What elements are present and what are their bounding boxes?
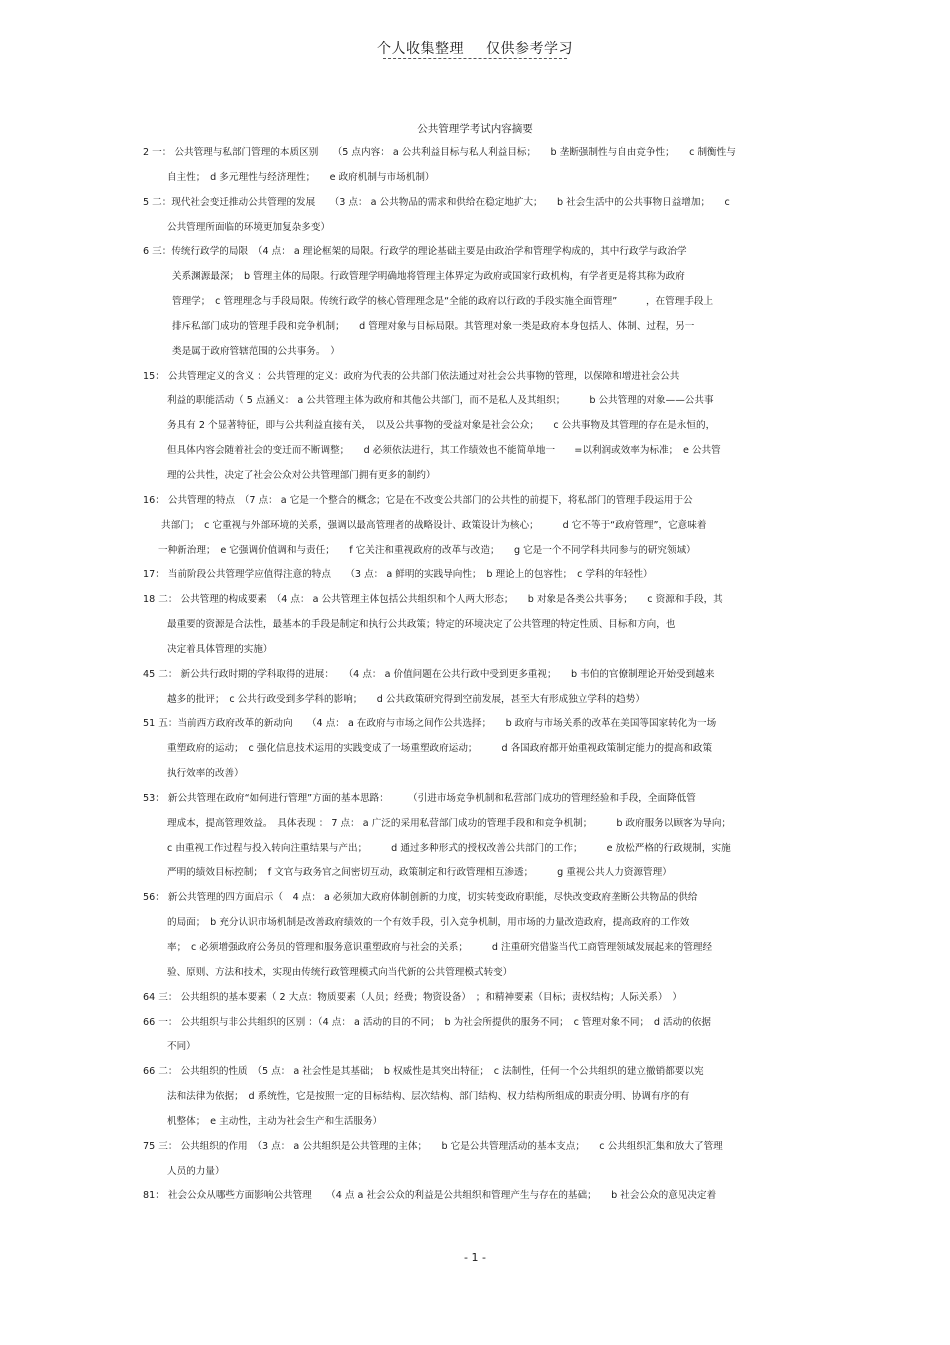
text-line: 理的公共性，决定了社会公众对公共管理部门拥有更多的制约） bbox=[167, 469, 436, 481]
text-line: 51 五：当前西方政府改革的新动向 （4 点： a 在政府与市场之间作公共选择； b 政府与市场关系的改革在美国等国家转化为一场 bbox=[143, 718, 717, 730]
text-line: 公共管理所面临的环境更加复杂多变） bbox=[167, 221, 331, 233]
text-line: 15： 公共管理定义的含义 ：公共管理的定义：政府为代表的公共部门依法通过对社会公共事物的管理，以保障和增进社会公共 bbox=[143, 370, 680, 382]
text-line: 75 三： 公共组织的作用 （3 点： a 公共组织是公共管理的主体； b 它是公共管理活动的基本支点； c 公共组织汇集和放大了管理 bbox=[143, 1140, 723, 1152]
text-line: c 由重视工作过程与投入转向注重结果与产出； d 通过多种形式的授权改善公共部门的工作； e 放松严格的行政规制，实施 bbox=[167, 842, 731, 854]
text-line: 共部门； c 它重视与外部环境的关系，强调以最高管理者的战略设计、政策设计为核心； d 它不等于“政府管理”，它意味着 bbox=[161, 519, 707, 531]
text-line: 18 二： 公共管理的构成要素 （4 点： a 公共管理主体包括公共组织和个人两大形态； b 对象是各类公共事务； c 资源和手段，其 bbox=[143, 594, 723, 606]
document-title: 公共管理学考试内容摘要 bbox=[417, 123, 533, 135]
text-line: 关系渊源最深； b 管理主体的局限。行政管理学明确地将管理主体界定为政府或国家行政机构，有学者更是将其称为政府 bbox=[172, 271, 685, 283]
text-line: 严明的绩效目标控制； f 文官与政务官之间密切互动，政策制定和行政管理相互渗透； g 重视公共人力资源管理） bbox=[167, 867, 672, 879]
text-line: 56： 新公共管理的四方面启示（ 4 点： a 必须加大政府体制创新的力度，切实转变政府职能，尽快改变政府垄断公共物品的供给 bbox=[143, 892, 698, 904]
text-line: 类是属于政府管辖范围的公共事务。 ） bbox=[172, 345, 340, 357]
text-line: 越多的批评； c 公共行政受到多学科的影响； d 公共政策研究得到空前发展，甚至大有形成独立学科的趋势） bbox=[167, 693, 645, 705]
document-body bbox=[143, 145, 813, 1213]
text-line: 人员的力量） bbox=[167, 1165, 225, 1177]
text-line: 5 二：现代社会变迁推动公共管理的发展 （3 点： a 公共物品的需求和供给在稳定地扩大； b 社会生活中的公共事物日益增加； c bbox=[143, 196, 730, 208]
text-line: 的局面； b 充分认识市场机制是改善政府绩效的一个有效手段，引入竞争机制，用市场的力量改造政府，提高政府的工作效 bbox=[167, 917, 690, 929]
text-line: 验、原则、方法和技术，实现由传统行政管理模式向当代新的公共管理模式转变） bbox=[167, 966, 513, 978]
header-dashed-rule bbox=[383, 58, 567, 59]
text-line: 17： 当前阶段公共管理学应值得注意的特点 （3 点： a 鲜明的实践导向性； b 理论上的包容性； c 学科的年轻性） bbox=[143, 569, 653, 581]
text-line: 不同） bbox=[167, 1041, 196, 1053]
header-right-text: 仅供参考学习 bbox=[486, 41, 573, 57]
text-line: 决定着具体管理的实施） bbox=[167, 643, 273, 655]
text-line: 最重要的资源是合法性，最基本的手段是制定和执行公共政策；特定的环境决定了公共管理的特定性质、目标和方向，也 bbox=[167, 619, 676, 631]
text-line: 法和法律为依据； d 系统性，它是按照一定的目标结构、层次结构、部门结构、权力结构所组成的职责分明、协调有序的有 bbox=[167, 1091, 690, 1103]
text-line: 66 二： 公共组织的性质 （5 点： a 社会性是其基础； b 权威性是其突出特征； c 法制性，任何一个公共组织的建立撤销都要以宪 bbox=[143, 1066, 704, 1078]
text-line: 但具体内容会随着社会的变迁而不断调整； d 必须依法进行，其工作绩效也不能简单地一 =以利润或效率为标准； e 公共管 bbox=[167, 445, 721, 457]
text-line: 重塑政府的运动； c 强化信息技术运用的实践变成了一场重塑政府运动； d 各国政府都开始重视政策制定能力的提高和政策 bbox=[167, 743, 713, 755]
text-line: 务具有 2 个显著特征，即与公共利益直接有关， 以及公共事物的受益对象是社会公众； c 公共事物及其管理的存在是永恒的， bbox=[167, 420, 716, 432]
text-line: 排斥私部门成功的管理手段和竞争机制； d 管理对象与目标局限。其管理对象一类是政府本身包括人、体制、过程，另一 bbox=[172, 320, 695, 332]
text-line: 66 一： 公共组织与非公共组织的区别 ：（4 点： a 活动的目的不同； b 为社会所提供的服务不同； c 管理对象不同； d 活动的依据 bbox=[143, 1016, 711, 1028]
text-line: 53： 新公共管理在政府“如何进行管理”方面的基本思路： （引进市场竞争机制和私营部门成功的管理经验和手段，全面降低管 bbox=[143, 792, 696, 804]
text-line: 利益的职能活动（ 5 点涵义： a 公共管理主体为政府和其他公共部门，而不是私人及其组织； b 公共管理的对象——公共事 bbox=[167, 395, 714, 407]
text-line: 一种新治理； e 它强调价值调和与责任； f 它关注和重视政府的改革与改造； g 它是一个不同学科共同参与的研究领域） bbox=[158, 544, 696, 556]
text-line: 45 二： 新公共行政时期的学科取得的进展： （4 点： a 价值问题在公共行政中受到更多重视； b 韦伯的官僚制理论开始受到越来 bbox=[143, 668, 715, 680]
page-header bbox=[0, 38, 950, 58]
text-line: 理成本，提高管理效益。 具体表现 ： 7 点： a 广泛的采用私营部门成功的管理手段和和竞争机制； b 政府服务以顾客为导向； bbox=[167, 817, 732, 829]
header-left-text: 个人收集整理 bbox=[377, 41, 464, 57]
text-line: 执行效率的改善） bbox=[167, 768, 244, 780]
text-line: 81： 社会公众从哪些方面影响公共管理 （4 点 a 社会公众的利益是公共组织和管理产生与存在的基础； b 社会公众的意见决定着 bbox=[143, 1190, 717, 1202]
text-line: 机整体； e 主动性，主动为社会生产和生活服务） bbox=[167, 1115, 383, 1127]
page-number: - 1 - bbox=[464, 1251, 486, 1264]
text-line: 6 三：传统行政学的局限 （4 点： a 理论框架的局限。行政学的理论基础主要是由政治学和管理学构成的，其中行政学与政治学 bbox=[143, 246, 687, 258]
text-line: 自主性； d 多元理性与经济理性； e 政府机制与市场机制） bbox=[167, 171, 435, 183]
text-line: 64 三： 公共组织的基本要素（ 2 大点：物质要素（人员；经费；物资设备） ；和精神要素（目标；责权结构；人际关系） ） bbox=[143, 991, 682, 1003]
text-line: 管理学； c 管理理念与手段局限。传统行政学的核心管理理念是“全能的政府以行政的手段实施全面管理” ，在管理手段上 bbox=[172, 296, 714, 308]
text-line: 16： 公共管理的特点 （7 点： a 它是一个整合的概念；它是在不改变公共部门的公共性的前提下，将私部门的管理手段运用于公 bbox=[143, 494, 693, 506]
text-line: 率； c 必须增强政府公务员的管理和服务意识重塑政府与社会的关系； d 注重研究借鉴当代工商管理领域发展起来的管理经 bbox=[167, 942, 713, 953]
text-line: 2 一： 公共管理与私部门管理的本质区别 （5 点内容： a 公共利益目标与私人利益目标； b 垄断强制性与自由竞争性； c 制衡性与 bbox=[143, 147, 736, 158]
